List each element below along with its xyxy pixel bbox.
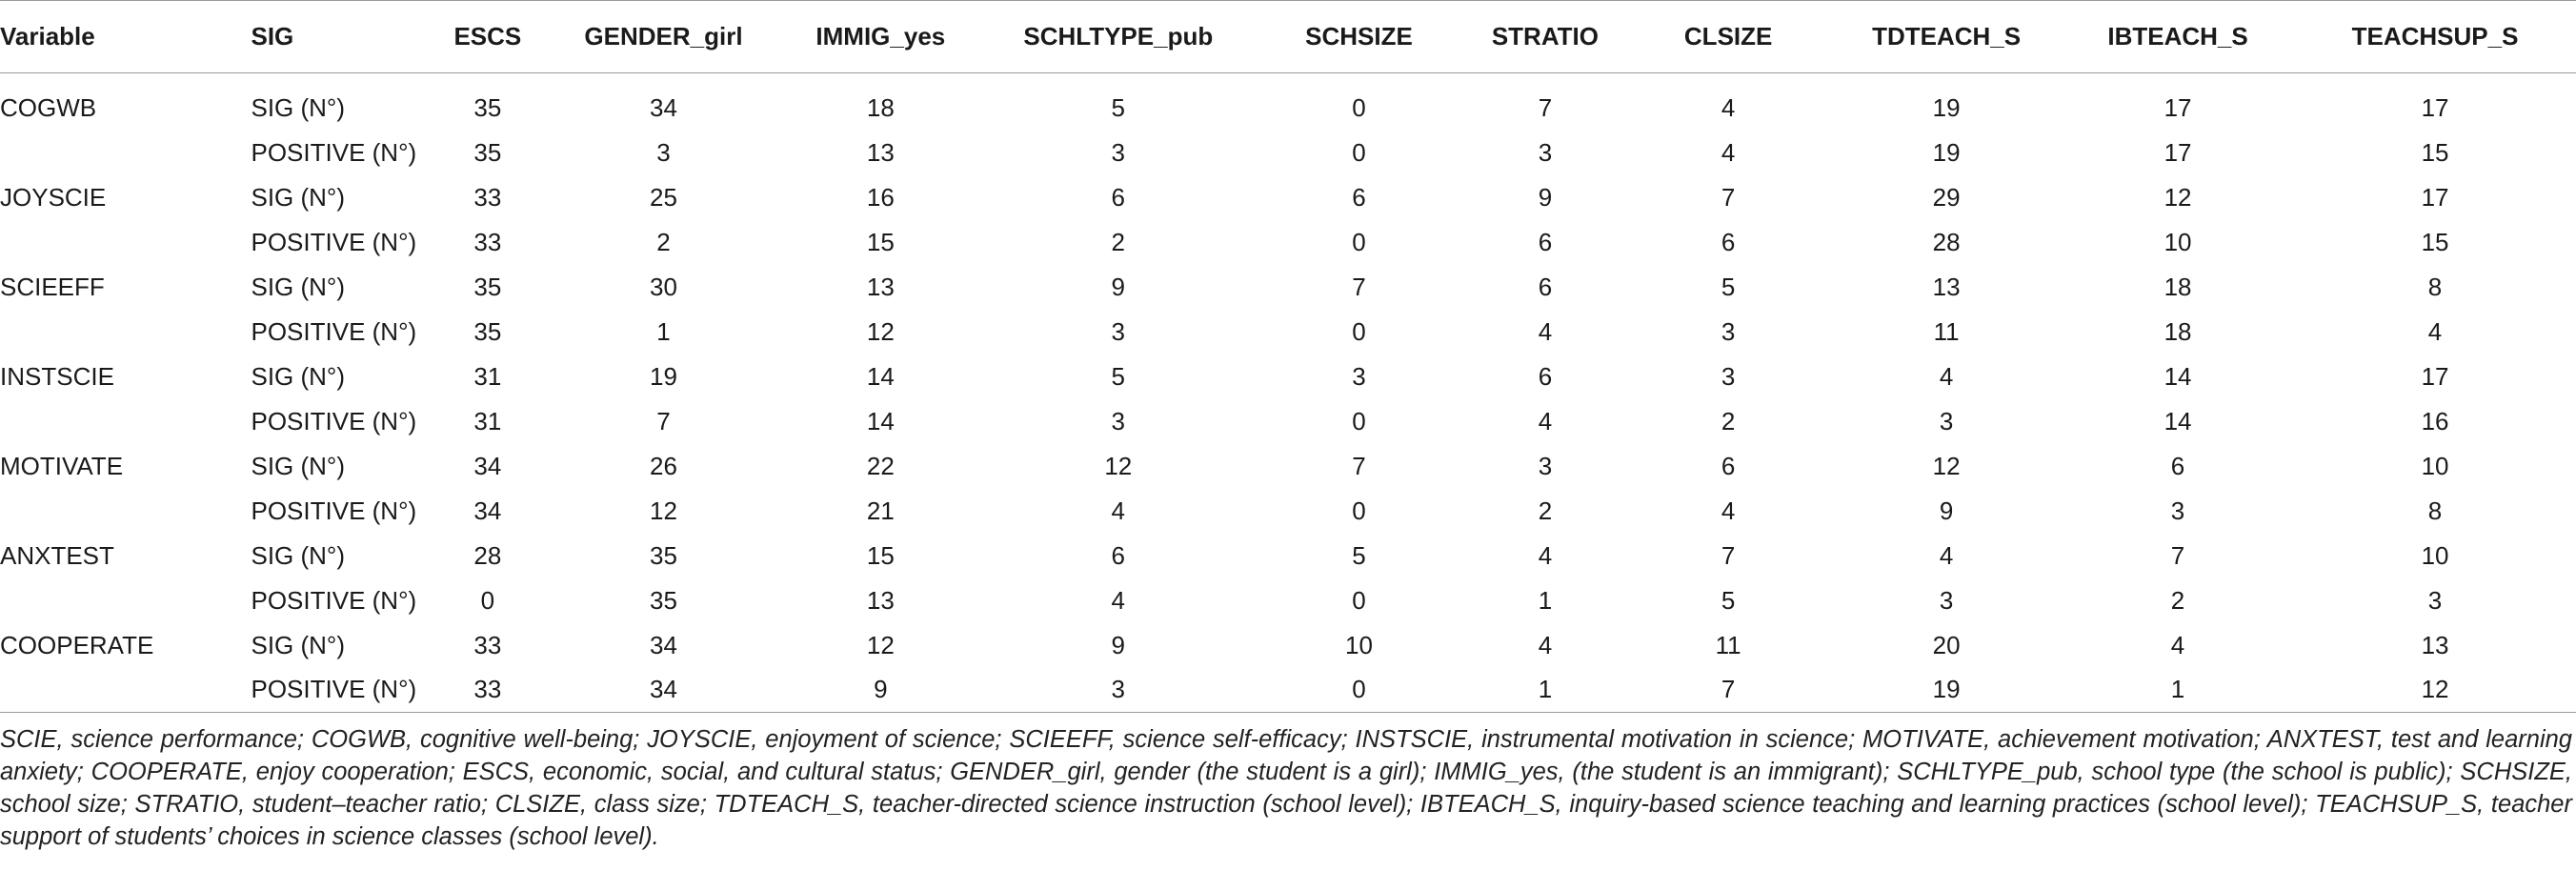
value-cell: 9 (777, 668, 983, 713)
value-cell: 1 (1538, 585, 1553, 615)
value-cell: 4 (1538, 316, 1553, 346)
value-cell: 12 (2163, 182, 2192, 212)
value-cell: 6 (1721, 451, 1736, 480)
value-cell: 9 (1111, 630, 1126, 659)
value-cell: 8 (2427, 496, 2443, 525)
value-cell: 35 (473, 316, 502, 346)
value-cell: 1 (2062, 668, 2294, 713)
table-row (0, 623, 2576, 668)
value-cell: 2 (1721, 406, 1736, 436)
value-cell: 16 (866, 182, 895, 212)
value-cell: 2 (1538, 496, 1553, 525)
variable-cell: MOTIVATE (0, 451, 124, 480)
value-cell: 9 (1538, 182, 1553, 212)
value-cell: 6 (1352, 182, 1366, 212)
value-cell: 19 (1831, 668, 2062, 713)
value-cell: 3 (1352, 361, 1366, 391)
table-body (0, 73, 2576, 713)
value-cell: 25 (650, 182, 677, 212)
table-row (0, 444, 2576, 489)
value-cell: 4 (1538, 630, 1553, 659)
table-row (0, 399, 2576, 444)
value-cell: 19 (1932, 92, 1961, 122)
value-cell: 4 (2427, 316, 2443, 346)
sig-type-cell: POSITIVE (N°) (251, 585, 417, 615)
column-header: TEACHSUP_S (2294, 1, 2576, 73)
value-cell: 34 (650, 92, 677, 122)
value-cell: 18 (866, 92, 895, 122)
variable-cell (0, 578, 251, 623)
value-cell: 18 (2163, 272, 2192, 301)
value-cell: 5 (1352, 540, 1366, 570)
variable-cell: JOYSCIE (0, 182, 107, 212)
column-header: GENDER_girl (550, 1, 778, 73)
value-cell: 33 (473, 630, 502, 659)
value-cell: 12 (866, 316, 895, 346)
value-cell: 30 (650, 272, 677, 301)
value-cell: 15 (866, 540, 895, 570)
value-cell: 0 (1352, 92, 1366, 122)
column-header: CLSIZE (1625, 1, 1831, 73)
value-cell: 19 (650, 361, 677, 391)
value-cell: 12 (1932, 451, 1961, 480)
value-cell: 6 (1111, 182, 1126, 212)
value-cell: 33 (473, 182, 502, 212)
value-cell: 33 (473, 227, 502, 256)
value-cell: 2 (2170, 585, 2185, 615)
value-cell: 0 (1352, 496, 1366, 525)
sig-type-cell: SIG (N°) (251, 361, 345, 391)
value-cell: 7 (1352, 451, 1366, 480)
sig-type-cell: POSITIVE (N°) (251, 406, 417, 436)
variable-cell: ANXTEST (0, 540, 114, 570)
value-cell: 0 (1352, 406, 1366, 436)
value-cell: 0 (1352, 227, 1366, 256)
value-cell: 7 (1721, 182, 1736, 212)
variable-cell (0, 668, 251, 713)
column-header: STRATIO (1465, 1, 1625, 73)
value-cell: 5 (1111, 361, 1126, 391)
value-cell: 4 (1939, 540, 1954, 570)
value-cell: 15 (2421, 227, 2449, 256)
value-cell: 3 (1538, 451, 1553, 480)
value-cell: 3 (1721, 361, 1736, 391)
value-cell: 4 (1721, 496, 1736, 525)
value-cell: 3 (1538, 137, 1553, 167)
sig-type-cell: SIG (N°) (251, 272, 345, 301)
value-cell: 14 (2163, 406, 2192, 436)
value-cell: 4 (1939, 361, 1954, 391)
value-cell: 15 (2421, 137, 2449, 167)
variable-cell: SCIEEFF (0, 272, 105, 301)
value-cell: 6 (1538, 272, 1553, 301)
value-cell: 0 (1352, 316, 1366, 346)
table-row (0, 534, 2576, 578)
value-cell: 4 (1538, 540, 1553, 570)
value-cell: 1 (1465, 668, 1625, 713)
sig-type-cell: SIG (N°) (251, 540, 345, 570)
value-cell: 3 (656, 137, 671, 167)
column-header: SIG (251, 1, 426, 73)
value-cell: 0 (1352, 137, 1366, 167)
variable-cell (0, 399, 251, 444)
variable-cell (0, 310, 251, 354)
value-cell: 34 (473, 451, 502, 480)
value-cell: 4 (2170, 630, 2185, 659)
sig-type-cell: SIG (N°) (251, 92, 345, 122)
value-cell: 5 (1721, 272, 1736, 301)
value-cell: 3 (1111, 137, 1126, 167)
value-cell: 17 (2163, 92, 2192, 122)
value-cell: 13 (866, 585, 895, 615)
variable-cell (0, 220, 251, 265)
value-cell: 3 (1111, 406, 1126, 436)
table-header (0, 1, 2576, 73)
value-cell: 13 (2421, 630, 2449, 659)
variable-cell (0, 489, 251, 534)
value-cell: 11 (1933, 316, 1960, 346)
value-cell: 17 (2421, 182, 2449, 212)
value-cell: 5 (1721, 585, 1736, 615)
value-cell: 35 (473, 137, 502, 167)
value-cell: 34 (650, 630, 677, 659)
value-cell: 15 (866, 227, 895, 256)
column-header: SCHLTYPE_pub (983, 1, 1253, 73)
value-cell: 17 (2421, 361, 2449, 391)
value-cell: 29 (1932, 182, 1961, 212)
column-header: Variable (0, 1, 251, 73)
value-cell: 1 (656, 316, 671, 346)
value-cell: 8 (2427, 272, 2443, 301)
value-cell: 6 (1538, 227, 1553, 256)
sig-type-cell: SIG (N°) (251, 630, 345, 659)
value-cell: 12 (1104, 451, 1133, 480)
value-cell: 4 (1111, 496, 1126, 525)
value-cell: 4 (1721, 92, 1736, 122)
value-cell: 6 (1721, 227, 1736, 256)
value-cell: 13 (866, 272, 895, 301)
value-cell: 34 (550, 668, 778, 713)
value-cell: 19 (1932, 137, 1961, 167)
value-cell: 0 (480, 585, 495, 615)
column-header: IMMIG_yes (777, 1, 983, 73)
value-cell: 3 (1111, 316, 1126, 346)
sig-type-cell: POSITIVE (N°) (251, 668, 426, 713)
value-cell: 10 (2421, 451, 2449, 480)
column-header: SCHSIZE (1253, 1, 1464, 73)
value-cell: 35 (650, 585, 677, 615)
value-cell: 7 (2170, 540, 2185, 570)
table-footnote: SCIE, science performance; COGWB, cognitive well-being; JOYSCIE, enjoyment of science; SCIEEFF, science self-efficacy; INSTSCIE, instrumental motivation in science; MOTIVATE, achievement motivation; ANXTEST, test and learning anxiety; COOPERATE, enjoy cooperation; ESCS, economic, social, and cultural status; GENDER_girl, gender (the student is a girl); IMMIG_yes, (the student is an immigrant); SCHLTYPE_pub, school type (the school is public); SCHSIZE, school size; STRATIO, student–teacher ratio; CLSIZE, class size; TDTEACH_S, teacher-directed science instruction (school level); IBTEACH_S, inquiry-based science teaching and learning practices (school level); TEACHSUP_S, teacher support of students’ choices in science classes (school level). (0, 726, 2572, 850)
value-cell: 26 (650, 451, 677, 480)
column-header: ESCS (426, 1, 550, 73)
value-cell: 12 (2294, 668, 2576, 713)
value-cell: 7 (656, 406, 671, 436)
value-cell: 11 (1715, 630, 1741, 659)
variable-cell (0, 131, 251, 175)
value-cell: 35 (473, 272, 502, 301)
sig-type-cell: POSITIVE (N°) (251, 496, 417, 525)
value-cell: 7 (1352, 272, 1366, 301)
value-cell: 28 (1932, 227, 1961, 256)
value-cell: 33 (426, 668, 550, 713)
value-cell: 14 (866, 406, 895, 436)
sig-type-cell: SIG (N°) (251, 451, 345, 480)
value-cell: 10 (1345, 630, 1373, 659)
value-cell: 6 (2170, 451, 2185, 480)
variable-cell: COGWB (0, 92, 97, 122)
value-cell: 31 (473, 406, 502, 436)
value-cell: 4 (1721, 137, 1736, 167)
value-cell: 3 (1939, 406, 1954, 436)
column-header: TDTEACH_S (1831, 1, 2062, 73)
variable-cell: COOPERATE (0, 630, 154, 659)
sig-type-cell: POSITIVE (N°) (251, 137, 417, 167)
value-cell: 17 (2421, 92, 2449, 122)
value-cell: 20 (1932, 630, 1961, 659)
sig-type-cell: SIG (N°) (251, 182, 345, 212)
value-cell: 10 (2421, 540, 2449, 570)
value-cell: 35 (473, 92, 502, 122)
value-cell: 10 (2163, 227, 2192, 256)
value-cell: 4 (1538, 406, 1553, 436)
value-cell: 14 (2163, 361, 2192, 391)
table-row (0, 310, 2576, 354)
value-cell: 22 (866, 451, 895, 480)
value-cell: 13 (866, 137, 895, 167)
table-row (0, 73, 2576, 131)
value-cell: 31 (473, 361, 502, 391)
value-cell: 0 (1253, 668, 1464, 713)
sig-type-cell: POSITIVE (N°) (251, 316, 417, 346)
value-cell: 7 (1721, 540, 1736, 570)
value-cell: 34 (473, 496, 502, 525)
table-row (0, 131, 2576, 175)
value-cell: 2 (1111, 227, 1126, 256)
value-cell: 13 (1932, 272, 1961, 301)
column-header: IBTEACH_S (2062, 1, 2294, 73)
table-row (0, 354, 2576, 399)
value-cell: 35 (650, 540, 677, 570)
table-row (0, 668, 2576, 713)
header-row (0, 1, 2576, 73)
value-cell: 4 (1111, 585, 1126, 615)
value-cell: 0 (1352, 585, 1366, 615)
value-cell: 12 (866, 630, 895, 659)
value-cell: 16 (2421, 406, 2449, 436)
value-cell: 7 (1625, 668, 1831, 713)
value-cell: 5 (1111, 92, 1126, 122)
value-cell: 3 (983, 668, 1253, 713)
value-cell: 2 (656, 227, 671, 256)
table-row (0, 578, 2576, 623)
table-row (0, 220, 2576, 265)
value-cell: 9 (1111, 272, 1126, 301)
value-cell: 12 (650, 496, 677, 525)
value-cell: 3 (1939, 585, 1954, 615)
value-cell: 28 (473, 540, 502, 570)
table-row (0, 265, 2576, 310)
table-row (0, 175, 2576, 220)
value-cell: 3 (1721, 316, 1736, 346)
variable-cell: INSTSCIE (0, 361, 114, 391)
value-cell: 3 (2170, 496, 2185, 525)
value-cell: 6 (1111, 540, 1126, 570)
value-cell: 3 (2427, 585, 2443, 615)
value-cell: 21 (866, 496, 895, 525)
table-row (0, 489, 2576, 534)
value-cell: 17 (2163, 137, 2192, 167)
value-cell: 9 (1939, 496, 1954, 525)
sig-type-cell: POSITIVE (N°) (251, 227, 417, 256)
value-cell: 14 (866, 361, 895, 391)
value-cell: 18 (2163, 316, 2192, 346)
value-cell: 7 (1538, 92, 1553, 122)
value-cell: 6 (1538, 361, 1553, 391)
